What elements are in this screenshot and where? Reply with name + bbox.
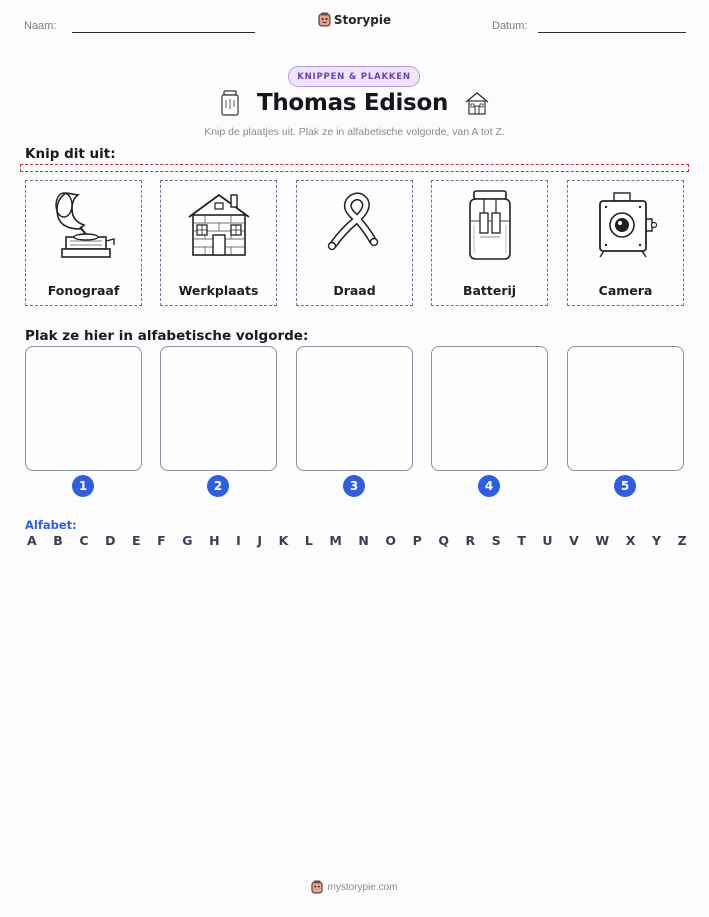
card-label: Camera [598,283,653,298]
cut-card-fonograaf[interactable] [25,180,142,306]
alphabet-letter: S [491,533,501,548]
alphabet-letter: W [595,533,610,548]
alphabet-letter: V [569,533,579,548]
card-label: Werkplaats [178,283,259,298]
alphabet-letter: J [257,533,262,548]
brand-name: Storypie [333,12,392,27]
slot-number-1: 1 [72,475,94,497]
alphabet-letter: D [105,533,116,548]
paste-heading: Plak ze hier in alfabetische volgorde: [25,328,309,344]
cut-card-draad[interactable] [296,180,413,306]
slot-number-5: 5 [614,475,636,497]
alphabet-letter: Z [677,533,687,548]
alphabet-letter: B [53,533,63,548]
alphabet-letter: U [542,533,553,548]
alphabet-letter: L [304,533,313,548]
alphabet-letter: Y [651,533,661,548]
alphabet-letter: E [132,533,141,548]
brand-logo [0,12,709,27]
alphabet-letter: F [157,533,166,548]
storypie-mascot-icon [318,12,331,27]
card-label: Fonograaf [47,283,120,298]
alphabet-letter: O [385,533,397,548]
alphabet-letter: C [79,533,89,548]
slot-number-2: 2 [207,475,229,497]
paste-box-3[interactable] [296,346,413,471]
name-label: Naam: [24,20,57,32]
cut-card-werkplaats[interactable] [160,180,277,306]
alphabet-letter: A [27,533,37,548]
alphabet-letter: X [625,533,636,548]
storypie-mascot-icon [311,880,323,894]
wire-icon [321,187,389,263]
paste-box-4[interactable] [431,346,548,471]
alphabet-letter: Q [438,533,449,548]
alphabet-letter: I [236,533,241,548]
alphabet-letter: R [465,533,476,548]
alphabet-label: Alfabet: [25,518,77,532]
cut-line [20,164,689,172]
alphabet-letter: N [358,533,369,548]
workshop-icon [185,187,253,263]
footer [0,880,709,894]
alphabet-row [27,533,687,548]
slot-number-3: 3 [343,475,365,497]
slot-number-4: 4 [478,475,500,497]
paste-box-1[interactable] [25,346,142,471]
alphabet-letter: P [412,533,422,548]
cut-card-camera[interactable] [567,180,684,306]
alphabet-letter: K [278,533,289,548]
date-label: Datum: [492,20,528,32]
jar-icon [219,90,241,116]
alphabet-letter: G [182,533,193,548]
title-row [0,90,709,116]
instructions: Knip de plaatjes uit. Plak ze in alfabetische volgorde, van A tot Z. [204,126,505,138]
paste-box-2[interactable] [160,346,277,471]
camera-icon [592,187,660,263]
battery-jar-icon [456,187,524,263]
page-title: Thomas Edison [256,90,449,116]
date-line[interactable] [538,32,686,33]
alphabet-letter: T [517,533,526,548]
paste-box-5[interactable] [567,346,684,471]
alphabet-letter: M [329,533,342,548]
alphabet-letter: H [209,533,220,548]
cut-heading: Knip dit uit: [25,146,116,162]
house-icon [464,90,490,116]
card-label: Draad [333,283,376,298]
cut-card-batterij[interactable] [431,180,548,306]
card-label: Batterij [462,283,517,298]
name-line[interactable] [72,32,255,33]
phonograph-icon [50,187,118,263]
activity-badge: KNIPPEN & PLAKKEN [288,66,420,87]
footer-url[interactable]: mystorypie.com [327,881,398,893]
